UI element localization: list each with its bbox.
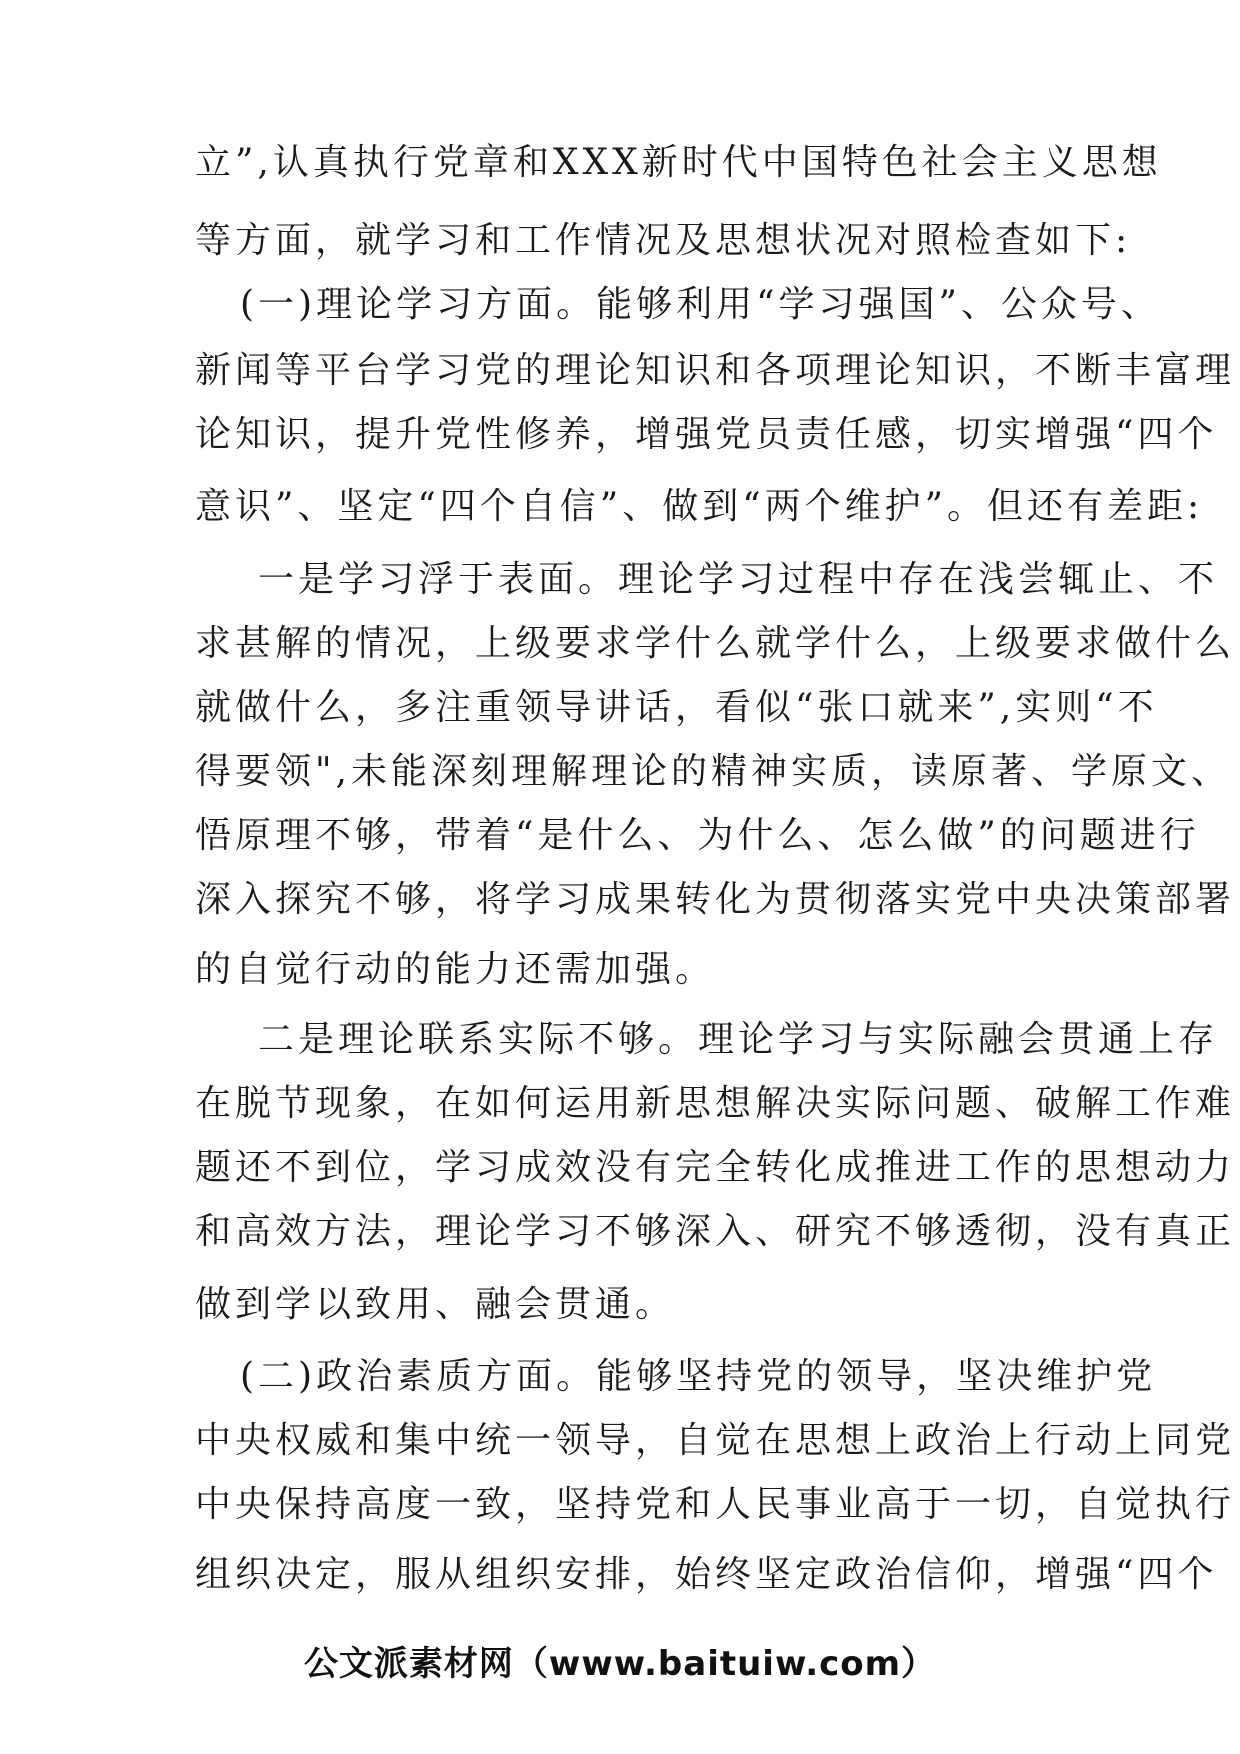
text-line-5: 论知识，提升党性修养，增强党员责任感，切实增强“四个 [195,414,1218,455]
footer-watermark: 公文派素材网（www.baituiw.com） [303,1644,937,1684]
text-line-15: 在脱节现象，在如何运用新思想解决实际问题、破解工作难 [195,1083,1236,1124]
text-line-17: 和高效方法，理论学习不够深入、研究不够透彻，没有真正 [195,1211,1236,1252]
text-line-16: 题还不到位，学习成效没有完全转化成推进工作的思想动力 [195,1147,1236,1188]
text-line-12: 深入探究不够，将学习成果转化为贯彻落实党中央决策部署 [195,879,1236,920]
text-line-3: (一)理论学习方面。能够利用“学习强国”、公众号、 [240,284,1161,325]
text-line-18: 做到学以致用、融会贯通。 [195,1284,676,1325]
text-line-4: 新闻等平台学习党的理论知识和各项理论知识，不断丰富理 [195,350,1236,391]
text-line-8: 求甚解的情况，上级要求学什么就学什么，上级要求做什么 [195,623,1236,664]
text-line-9: 就做什么，多注重领导讲话，看似“张口就来”,实则“不 [195,687,1158,728]
text-line-21: 中央保持高度一致，坚持党和人民事业高于一切，自觉执行 [195,1484,1236,1525]
text-line-11: 悟原理不够，带着“是什么、为什么、怎么做”的问题进行 [195,815,1200,856]
text-line-22: 组织决定，服从组织安排，始终坚定政治信仰，增强“四个 [195,1554,1218,1595]
text-line-6: 意识”、坚定“四个自信”、做到“两个维护”。但还有差距: [195,486,1204,527]
text-line-10: 得要领",未能深刻理解理论的精神实质，读原著、学原文、 [195,751,1232,792]
text-line-13: 的自觉行动的能力还需加强。 [195,949,716,990]
text-line-14: 二是理论联系实际不够。理论学习与实际融会贯通上存 [258,1019,1219,1060]
text-line-2: 等方面，就学习和工作情况及思想状况对照检查如下: [195,220,1132,261]
text-line-1: 立”,认真执行党章和XXX新时代中国特色社会主义思想 [195,142,1162,183]
text-line-19: (二)政治素质方面。能够坚持党的领导，坚决维护党 [240,1356,1157,1397]
text-line-20: 中央权威和集中统一领导，自觉在思想上政治上行动上同党 [195,1420,1236,1461]
text-line-7: 一是学习浮于表面。理论学习过程中存在浅尝辄止、不 [258,559,1219,600]
